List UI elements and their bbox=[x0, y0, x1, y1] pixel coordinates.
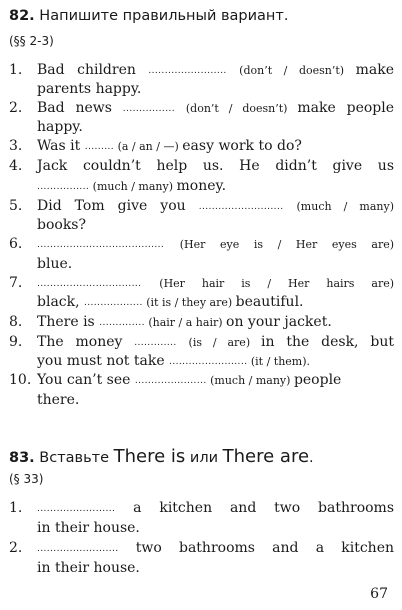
ex82-line-2: parents happy. bbox=[37, 81, 142, 97]
exercise-number: 82. bbox=[9, 8, 35, 24]
ex82-line-16: you must not take ........................ (it / them). bbox=[37, 353, 311, 369]
ex82-line-5: 3. Was it ......... (a / an / —) easy work to do? bbox=[9, 138, 302, 154]
ex82-line-3: 2. Bad news ................ (don’t / doesn’t) make people bbox=[9, 100, 394, 116]
ex82-line-13: black, .................. (it is / they are) beautiful. bbox=[37, 294, 304, 310]
ex83-line-1: 1. ........................ a kitchen and two bathrooms bbox=[9, 500, 394, 516]
grammar-reference: (§§ 2-3) bbox=[9, 34, 54, 48]
ex82-line-18: there. bbox=[37, 392, 80, 408]
grammar-reference: (§ 33) bbox=[9, 472, 44, 486]
ex82-line-4: happy. bbox=[37, 119, 83, 135]
ex82-line-1: 1. Bad children ........................ (don’t / doesn’t) make bbox=[9, 62, 394, 78]
ex82-line-11: blue. bbox=[37, 256, 73, 272]
exercise-number: 83. bbox=[9, 450, 35, 466]
ex82-line-14: 8. There is .............. (hair / a hair) on your jacket. bbox=[9, 314, 332, 330]
ex83-line-3: 2. ......................... two bathrooms and a kitchen bbox=[9, 540, 394, 556]
exercise-83-heading: 83. Вставьте There is или There are. bbox=[9, 446, 314, 467]
exercise-82-heading bbox=[9, 8, 288, 24]
ex83-line-4: in their house. bbox=[37, 560, 140, 576]
ex82-line-17: 10. You can’t see ...................... (much / many) people bbox=[9, 372, 342, 388]
ex82-line-15: 9. The money ............. (is / are) in the desk, but bbox=[9, 334, 394, 350]
exercise-title: Напишите правильный вариант. bbox=[39, 8, 289, 24]
ex82-line-8: 5. Did Tom give you .......................... (much / many) bbox=[9, 198, 394, 214]
ex82-line-12: 7. ................................ (Her hair is / Her hairs are) bbox=[9, 275, 394, 291]
ex83-line-2: in their house. bbox=[37, 520, 140, 536]
ex82-line-10: 6. ....................................... (Her eye is / Her eyes are) bbox=[9, 236, 394, 252]
page-number: 67 bbox=[370, 586, 388, 602]
ex82-line-6: 4. Jack couldn’t help us. He didn’t give us bbox=[9, 158, 394, 174]
ex82-line-9: books? bbox=[37, 217, 86, 233]
ex82-line-7: ................ (much / many) money. bbox=[37, 178, 227, 194]
